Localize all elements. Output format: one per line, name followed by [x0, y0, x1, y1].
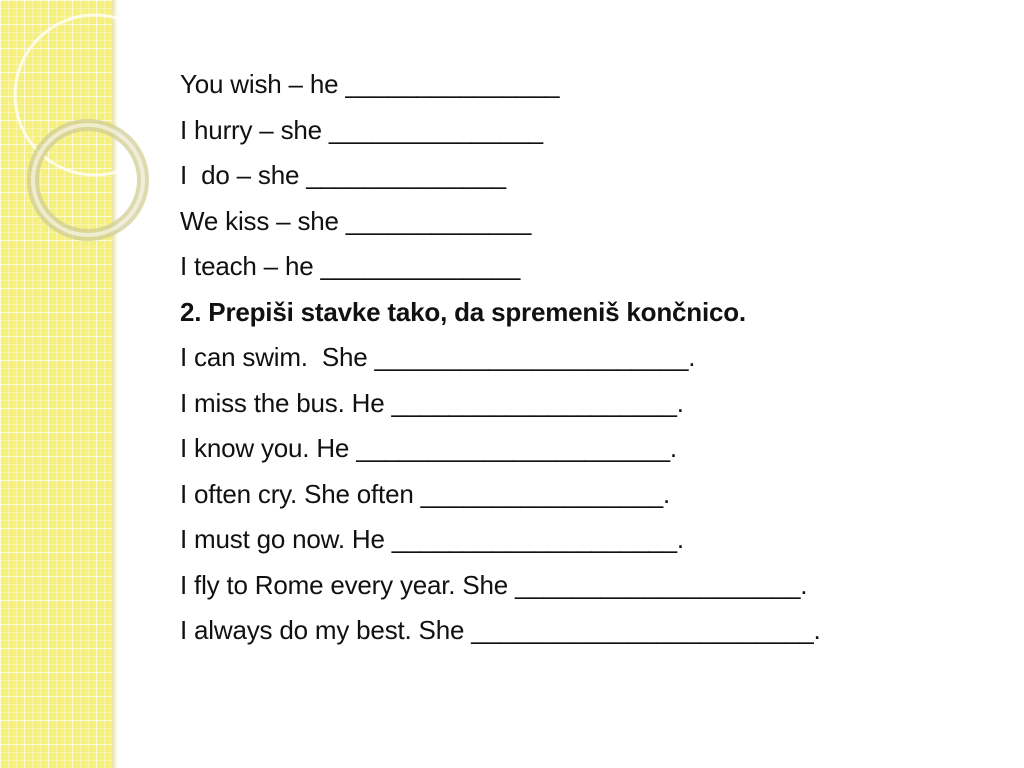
exercise-line: I hurry – she _______________ [180, 114, 543, 145]
exercise-line: I always do my best. She ________________________. [180, 615, 821, 645]
exercise-line: We kiss – she _____________ [180, 205, 532, 236]
worksheet-content [180, 62, 1000, 654]
exercise-line: I can swim. She ______________________. [180, 342, 696, 372]
exercise-line: I teach – he ______________ [180, 251, 521, 281]
exercise-line: I must go now. He ____________________. [180, 524, 684, 554]
exercise-line: I do – she ______________ [180, 160, 506, 190]
decorative-rings [0, 0, 160, 260]
exercise-line: I often cry. She often _________________. [180, 478, 671, 509]
exercise-line: I know you. He ______________________. [180, 433, 677, 463]
exercise-line: You wish – he _______________ [180, 69, 560, 99]
exercise-line: I fly to Rome every year. She ____________________. [180, 569, 808, 600]
exercise-line: I miss the bus. He ____________________. [180, 387, 684, 418]
exercise-2-heading: 2. Prepiši stavke tako, da spremeniš končnico. [180, 296, 746, 327]
